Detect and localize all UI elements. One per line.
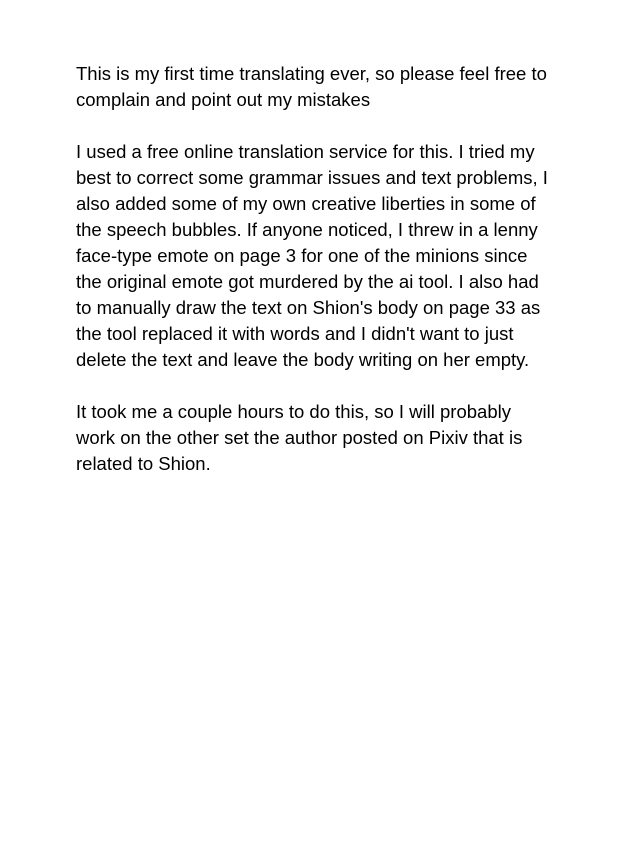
text-line: face-type emote on page 3 for one of the minions since [76,245,528,266]
text-line: the speech bubbles. If anyone noticed, I threw in a lenny [76,219,538,240]
text-line: I used a free online translation service for this. I tried my [76,141,535,162]
text-line: delete the text and leave the body writing on her empty. [76,349,530,370]
text-line: related to Shion. [76,453,211,474]
paragraph-plans [76,399,596,477]
translator-note [76,61,596,503]
text-line: to manually draw the text on Shion's body on page 33 as [76,297,541,318]
text-line: It took me a couple hours to do this, so I will probably [76,401,511,422]
text-line: This is my first time translating ever, so please feel free to [76,63,547,84]
paragraph-process [76,139,596,373]
text-line: complain and point out my mistakes [76,89,371,110]
text-line: best to correct some grammar issues and text problems, I [76,167,548,188]
text-line: work on the other set the author posted on Pixiv that is [76,427,523,448]
text-line: the original emote got murdered by the ai tool. I also had [76,271,539,292]
text-line: the tool replaced it with words and I didn't want to just [76,323,514,344]
paragraph-intro [76,61,596,113]
text-line: also added some of my own creative liberties in some of [76,193,536,214]
